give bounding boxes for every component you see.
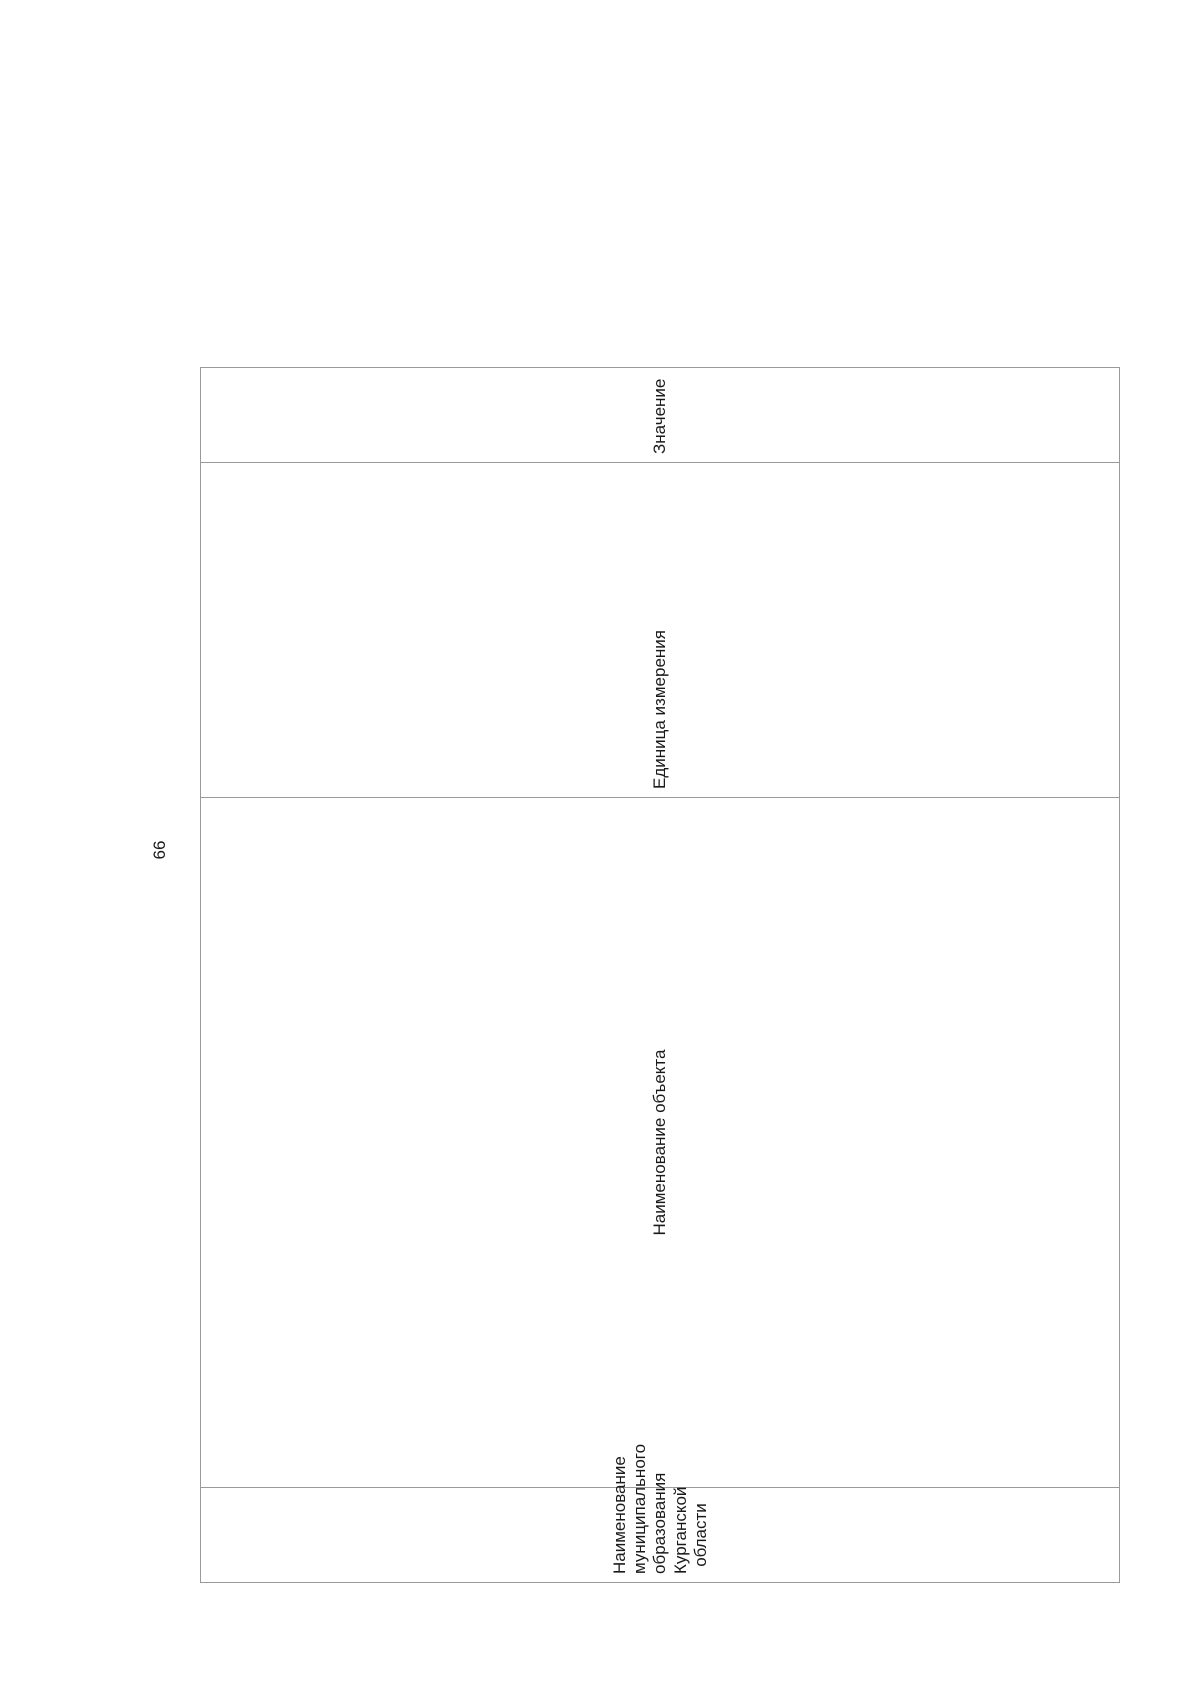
header-municipality: Наименование муниципального образования Курганской области (201, 1488, 1120, 1583)
header-unit: Единица измерения (201, 463, 1120, 798)
table-container (200, 113, 1120, 1583)
page-number: 66 (150, 840, 169, 860)
header-value: Значение (201, 368, 1120, 463)
header-object: Наименование объекта (201, 798, 1120, 1488)
objects-table (200, 113, 1120, 1584)
table-header-row (201, 113, 1120, 1583)
